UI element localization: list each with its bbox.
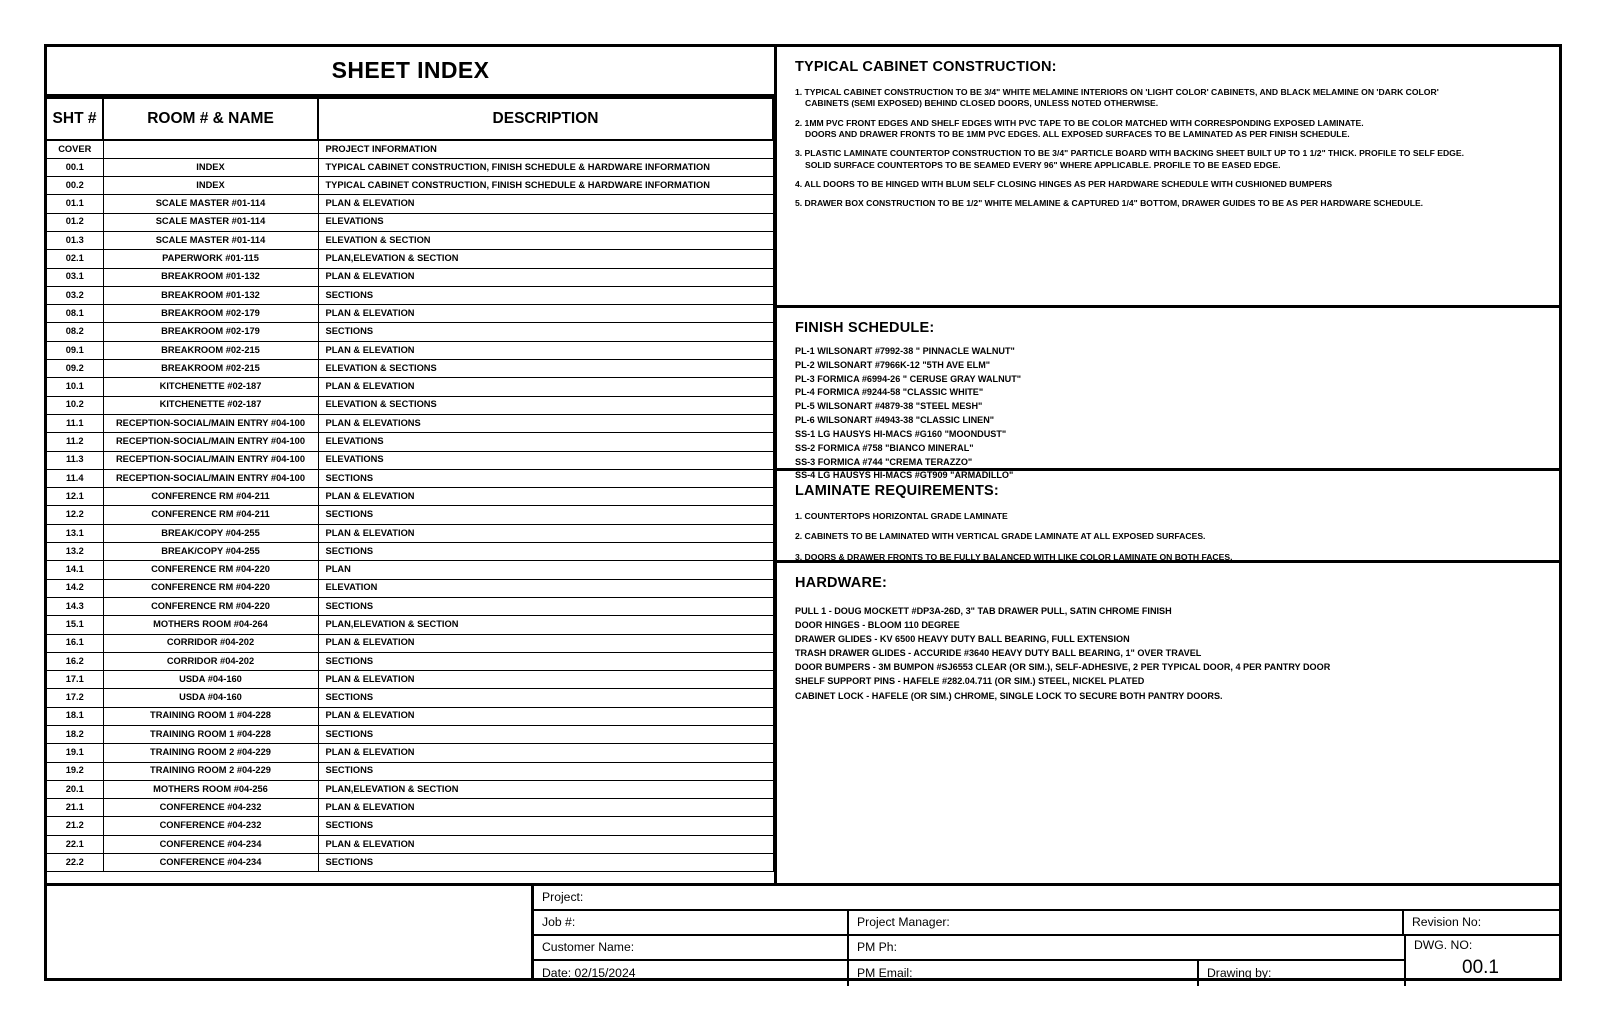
job-number-field[interactable]: Job #:: [534, 911, 849, 934]
hardware-heading: HARDWARE:: [795, 575, 888, 591]
cell-description: PLAN,ELEVATION & SECTION: [318, 780, 773, 798]
cell-sht-number: 13.1: [47, 524, 103, 542]
table-row[interactable]: [47, 726, 773, 744]
cell-room-name: BREAKROOM #02-215: [103, 360, 318, 378]
cell-sht-number: 21.1: [47, 799, 103, 817]
cell-sht-number: 00.2: [47, 177, 103, 195]
sheet-index-body: [47, 140, 773, 872]
cell-room-name: SCALE MASTER #01-114: [103, 195, 318, 213]
cell-description: PLAN & ELEVATION: [318, 195, 773, 213]
typical-cabinet-construction-panel: [777, 47, 1559, 308]
note-line-continuation: CABINETS (SEMI EXPOSED) BEHIND CLOSED DOORS, UNLESS NOTED OTHERWISE.: [805, 98, 1159, 109]
cell-sht-number: 11.3: [47, 451, 103, 469]
cell-room-name: USDA #04-160: [103, 689, 318, 707]
cell-description: PLAN & ELEVATION: [318, 707, 773, 725]
cell-room-name: CONFERENCE #04-232: [103, 817, 318, 835]
hardware-item: DOOR HINGES - BLOOM 110 DEGREE: [795, 620, 960, 631]
table-row[interactable]: [47, 543, 773, 561]
sheet-index-title: SHEET INDEX: [47, 47, 774, 97]
cell-room-name: KITCHENETTE #02-187: [103, 378, 318, 396]
cell-sht-number: COVER: [47, 140, 103, 158]
cell-description: TYPICAL CABINET CONSTRUCTION, FINISH SCHEDULE & HARDWARE INFORMATION: [318, 158, 773, 176]
table-row[interactable]: [47, 433, 773, 451]
pm-email-field[interactable]: PM Email:: [849, 961, 1199, 986]
finish-schedule-item: SS-4 LG HAUSYS HI-MACS #GT909 "ARMADILLO": [795, 470, 1014, 481]
title-block-fields: [534, 883, 1559, 981]
cabinet-construction-heading: TYPICAL CABINET CONSTRUCTION:: [795, 59, 1057, 75]
cabinet-construction-note: [795, 148, 1541, 171]
table-row[interactable]: [47, 835, 773, 853]
table-row[interactable]: [47, 561, 773, 579]
cell-description: PLAN,ELEVATION & SECTION: [318, 616, 773, 634]
cell-room-name: [103, 140, 318, 158]
cell-room-name: BREAKROOM #02-179: [103, 305, 318, 323]
note-line-continuation: DOORS AND DRAWER FRONTS TO BE 1MM PVC EDGES. ALL EXPOSED SURFACES TO BE LAMINATED AS PER FINISH SCHEDULE.: [805, 129, 1350, 140]
hardware-item: SHELF SUPPORT PINS - HAFELE #282.04.711 (OR SIM.) STEEL, NICKEL PLATED: [795, 676, 1145, 687]
table-row[interactable]: [47, 177, 773, 195]
table-row[interactable]: [47, 634, 773, 652]
cell-sht-number: 17.2: [47, 689, 103, 707]
cell-room-name: TRAINING ROOM 2 #04-229: [103, 744, 318, 762]
laminate-requirements-list: [795, 511, 1541, 563]
finish-schedule-panel: [777, 308, 1559, 481]
hardware-item: CABINET LOCK - HAFELE (OR SIM.) CHROME, SINGLE LOCK TO SECURE BOTH PANTRY DOORS.: [795, 690, 1223, 701]
cell-sht-number: 19.2: [47, 762, 103, 780]
cell-description: ELEVATION & SECTIONS: [318, 396, 773, 414]
cell-description: PLAN & ELEVATION: [318, 634, 773, 652]
cell-sht-number: 10.2: [47, 396, 103, 414]
cell-room-name: MOTHERS ROOM #04-256: [103, 780, 318, 798]
cell-sht-number: 03.2: [47, 286, 103, 304]
laminate-requirements-heading: LAMINATE REQUIREMENTS:: [795, 483, 999, 499]
hardware-item: PULL 1 - DOUG MOCKETT #DP3A-26D, 3" TAB DRAWER PULL, SATIN CHROME FINISH: [795, 606, 1172, 616]
cell-sht-number: 03.1: [47, 268, 103, 286]
cell-room-name: CONFERENCE #04-234: [103, 854, 318, 872]
dwg-no-block: [1404, 936, 1559, 986]
cell-sht-number: 14.2: [47, 579, 103, 597]
laminate-requirement-item: 3. DOORS & DRAWER FRONTS TO BE FULLY BALANCED WITH LIKE COLOR LAMINATE ON BOTH FACES.: [795, 551, 1233, 562]
cell-room-name: RECEPTION-SOCIAL/MAIN ENTRY #04-100: [103, 469, 318, 487]
table-row[interactable]: [47, 360, 773, 378]
table-row[interactable]: [47, 689, 773, 707]
cell-room-name: RECEPTION-SOCIAL/MAIN ENTRY #04-100: [103, 414, 318, 432]
table-row[interactable]: [47, 469, 773, 487]
cell-description: PROJECT INFORMATION: [318, 140, 773, 158]
title-block-row-customer: [534, 936, 1404, 961]
cell-description: PLAN,ELEVATION & SECTION: [318, 250, 773, 268]
table-row[interactable]: [47, 799, 773, 817]
cell-room-name: BREAKROOM #01-132: [103, 268, 318, 286]
cell-description: PLAN & ELEVATION: [318, 305, 773, 323]
cell-sht-number: 22.1: [47, 835, 103, 853]
cell-sht-number: 11.4: [47, 469, 103, 487]
cell-description: SECTIONS: [318, 286, 773, 304]
table-row[interactable]: [47, 744, 773, 762]
cell-sht-number: 18.2: [47, 726, 103, 744]
cell-description: ELEVATIONS: [318, 433, 773, 451]
laminate-requirement-item: 2. CABINETS TO BE LAMINATED WITH VERTICAL GRADE LAMINATE AT ALL EXPOSED SURFACES.: [795, 531, 1206, 542]
table-row[interactable]: [47, 195, 773, 213]
table-row[interactable]: [47, 671, 773, 689]
cell-sht-number: 18.1: [47, 707, 103, 725]
cell-sht-number: 16.1: [47, 634, 103, 652]
cell-room-name: PAPERWORK #01-115: [103, 250, 318, 268]
note-line-primary: 4. ALL DOORS TO BE HINGED WITH BLUM SELF CLOSING HINGES AS PER HARDWARE SCHEDULE WITH CUSHIONED BUMPERS: [795, 179, 1333, 190]
title-block: [47, 883, 1559, 981]
cell-sht-number: 01.3: [47, 231, 103, 249]
cell-sht-number: 13.2: [47, 543, 103, 561]
cell-description: PLAN & ELEVATION: [318, 378, 773, 396]
cell-room-name: TRAINING ROOM 1 #04-228: [103, 726, 318, 744]
dwg-no-label: DWG. NO:: [1414, 938, 1473, 952]
cell-description: ELEVATIONS: [318, 213, 773, 231]
revision-no-field[interactable]: Revision No:: [1412, 915, 1482, 930]
cell-room-name: INDEX: [103, 158, 318, 176]
cell-room-name: CONFERENCE RM #04-211: [103, 488, 318, 506]
sheet-index-panel: [47, 47, 777, 883]
cell-description: PLAN & ELEVATION: [318, 799, 773, 817]
table-row[interactable]: [47, 524, 773, 542]
cell-sht-number: 11.1: [47, 414, 103, 432]
cell-description: PLAN & ELEVATION: [318, 524, 773, 542]
cabinet-construction-note: [795, 179, 1541, 190]
cell-room-name: BREAK/COPY #04-255: [103, 543, 318, 561]
note-line-continuation: SOLID SURFACE COUNTERTOPS TO BE SEAMED EVERY 96" WHERE APPLICABLE. PROFILE TO BE EASED EDGE.: [805, 159, 1281, 170]
column-header-room: ROOM # & NAME: [103, 98, 318, 140]
cell-sht-number: 00.1: [47, 158, 103, 176]
finish-schedule-item: SS-3 FORMICA #744 "CREMA TERAZZO": [795, 456, 973, 467]
cell-sht-number: 17.1: [47, 671, 103, 689]
finish-schedule-item: PL-5 WILSONART #4879-38 "STEEL MESH": [795, 401, 983, 412]
finish-schedule-item: PL-4 FORMICA #9244-58 "CLASSIC WHITE": [795, 387, 984, 398]
table-row[interactable]: [47, 286, 773, 304]
cell-sht-number: 11.2: [47, 433, 103, 451]
title-block-row-date: [534, 961, 1404, 986]
finish-schedule-list: [795, 345, 1541, 483]
cell-room-name: CONFERENCE RM #04-220: [103, 561, 318, 579]
table-row[interactable]: [47, 414, 773, 432]
cell-description: PLAN & ELEVATION: [318, 744, 773, 762]
cell-description: PLAN & ELEVATION: [318, 268, 773, 286]
cell-room-name: CONFERENCE #04-232: [103, 799, 318, 817]
finish-schedule-item: PL-6 WILSONART #4943-38 "CLASSIC LINEN": [795, 415, 995, 426]
cell-room-name: SCALE MASTER #01-114: [103, 213, 318, 231]
title-block-row-project: [534, 886, 1559, 911]
project-field[interactable]: Project:: [542, 890, 584, 905]
note-line-primary: 1. TYPICAL CABINET CONSTRUCTION TO BE 3/4" WHITE MELAMINE INTERIORS ON 'LIGHT COLOR' CABINETS, AND BLACK MELAMINE ON 'DARK COLOR': [795, 87, 1439, 97]
cell-room-name: INDEX: [103, 177, 318, 195]
cell-room-name: RECEPTION-SOCIAL/MAIN ENTRY #04-100: [103, 451, 318, 469]
finish-schedule-item: SS-1 LG HAUSYS HI-MACS #G160 "MOONDUST": [795, 428, 1007, 439]
date-field[interactable]: Date: 02/15/2024: [534, 961, 849, 986]
cell-room-name: BREAKROOM #01-132: [103, 286, 318, 304]
cabinet-construction-note: [795, 198, 1541, 209]
cell-room-name: MOTHERS ROOM #04-264: [103, 616, 318, 634]
cell-description: ELEVATION: [318, 579, 773, 597]
table-row[interactable]: [47, 597, 773, 615]
title-block-row-job: [534, 911, 1559, 936]
cell-sht-number: 08.2: [47, 323, 103, 341]
column-header-sht: SHT #: [47, 98, 103, 140]
cell-room-name: SCALE MASTER #01-114: [103, 231, 318, 249]
hardware-item: TRASH DRAWER GLIDES - ACCURIDE #3640 HEAVY DUTY BALL BEARING, 1" OVER TRAVEL: [795, 648, 1202, 659]
cell-description: SECTIONS: [318, 652, 773, 670]
finish-schedule-item: PL-1 WILSONART #7992-38 " PINNACLE WALNUT": [795, 346, 1015, 356]
table-row[interactable]: [47, 396, 773, 414]
table-row[interactable]: [47, 213, 773, 231]
table-row[interactable]: [47, 488, 773, 506]
title-block-lower-left: [534, 936, 1404, 986]
table-row[interactable]: [47, 817, 773, 835]
table-header-row: [47, 98, 773, 140]
table-row[interactable]: [47, 762, 773, 780]
hardware-panel: [777, 563, 1559, 883]
table-row[interactable]: [47, 250, 773, 268]
cell-description: PLAN: [318, 561, 773, 579]
notes-panel: [777, 47, 1559, 883]
table-row[interactable]: [47, 140, 773, 158]
note-line-primary: 2. 1MM PVC FRONT EDGES AND SHELF EDGES WITH PVC TAPE TO BE COLOR MATCHED WITH CORRESPONDING EXPOSED LAMINATE.: [795, 117, 1364, 128]
table-row[interactable]: [47, 305, 773, 323]
cell-description: SECTIONS: [318, 854, 773, 872]
cell-sht-number: 16.2: [47, 652, 103, 670]
title-block-lower-stack: [534, 936, 1559, 986]
sheet-index-table: [47, 97, 774, 872]
cell-description: SECTIONS: [318, 469, 773, 487]
table-row[interactable]: [47, 506, 773, 524]
cell-room-name: TRAINING ROOM 1 #04-228: [103, 707, 318, 725]
finish-schedule-item: PL-3 FORMICA #6994-26 " CERUSE GRAY WALNUT": [795, 373, 1022, 384]
cell-description: PLAN & ELEVATION: [318, 835, 773, 853]
cell-description: ELEVATIONS: [318, 451, 773, 469]
table-row[interactable]: [47, 616, 773, 634]
cell-sht-number: 20.1: [47, 780, 103, 798]
cell-room-name: BREAK/COPY #04-255: [103, 524, 318, 542]
cell-room-name: BREAKROOM #02-215: [103, 341, 318, 359]
cell-sht-number: 10.1: [47, 378, 103, 396]
cell-sht-number: 08.1: [47, 305, 103, 323]
note-line-primary: 3. PLASTIC LAMINATE COUNTERTOP CONSTRUCTION TO BE 3/4" PARTICLE BOARD WITH BACKING SHEET BUILT UP TO 1 1/2" THICK. PROFILE TO SELF EDGE.: [795, 148, 1464, 159]
cell-description: PLAN & ELEVATION: [318, 671, 773, 689]
cell-description: SECTIONS: [318, 817, 773, 835]
cell-description: SECTIONS: [318, 689, 773, 707]
table-row[interactable]: [47, 451, 773, 469]
dwg-no-value: 00.1: [1462, 957, 1499, 979]
cell-description: SECTIONS: [318, 543, 773, 561]
cell-description: SECTIONS: [318, 323, 773, 341]
cell-sht-number: 22.2: [47, 854, 103, 872]
cell-sht-number: 02.1: [47, 250, 103, 268]
table-row[interactable]: [47, 780, 773, 798]
cell-sht-number: 09.2: [47, 360, 103, 378]
cabinet-construction-notes: [795, 87, 1541, 210]
cell-room-name: KITCHENETTE #02-187: [103, 396, 318, 414]
hardware-item: DRAWER GLIDES - KV 6500 HEAVY DUTY BALL BEARING, FULL EXTENSION: [795, 634, 1130, 645]
cell-sht-number: 19.1: [47, 744, 103, 762]
pm-phone-field[interactable]: PM Ph:: [857, 940, 897, 955]
table-row[interactable]: [47, 341, 773, 359]
cell-sht-number: 12.1: [47, 488, 103, 506]
cell-sht-number: 09.1: [47, 341, 103, 359]
cell-room-name: CORRIDOR #04-202: [103, 652, 318, 670]
cell-room-name: CONFERENCE RM #04-211: [103, 506, 318, 524]
project-manager-field[interactable]: Project Manager:: [849, 911, 1404, 934]
cell-description: PLAN & ELEVATIONS: [318, 414, 773, 432]
cell-sht-number: 01.2: [47, 213, 103, 231]
table-row[interactable]: [47, 231, 773, 249]
table-row[interactable]: [47, 158, 773, 176]
note-line-primary: 5. DRAWER BOX CONSTRUCTION TO BE 1/2" WHITE MELAMINE & CAPTURED 1/4" BOTTOM, DRAWER GUIDES TO BE AS PER HARDWARE SCHEDULE.: [795, 198, 1424, 209]
hardware-item: DOOR BUMPERS - 3M BUMPON #SJ6553 CLEAR (OR SIM.), SELF-ADHESIVE, 2 PER TYPICAL DOOR, 4 PER PANTRY DOOR: [795, 662, 1331, 673]
table-row[interactable]: [47, 378, 773, 396]
cabinet-construction-note: [795, 118, 1541, 141]
table-row[interactable]: [47, 268, 773, 286]
cell-sht-number: 21.2: [47, 817, 103, 835]
hardware-list: [795, 604, 1541, 703]
cabinet-construction-note: [795, 87, 1541, 110]
cell-description: SECTIONS: [318, 597, 773, 615]
cell-room-name: CONFERENCE RM #04-220: [103, 597, 318, 615]
cell-room-name: CONFERENCE RM #04-220: [103, 579, 318, 597]
table-row[interactable]: [47, 854, 773, 872]
cell-description: TYPICAL CABINET CONSTRUCTION, FINISH SCHEDULE & HARDWARE INFORMATION: [318, 177, 773, 195]
cell-sht-number: 14.1: [47, 561, 103, 579]
table-row[interactable]: [47, 707, 773, 725]
table-row[interactable]: [47, 652, 773, 670]
cell-description: SECTIONS: [318, 726, 773, 744]
laminate-requirements-panel: [777, 471, 1559, 563]
cell-room-name: USDA #04-160: [103, 671, 318, 689]
table-row[interactable]: [47, 579, 773, 597]
cell-description: SECTIONS: [318, 506, 773, 524]
cell-description: SECTIONS: [318, 762, 773, 780]
cell-description: ELEVATION & SECTIONS: [318, 360, 773, 378]
cell-room-name: CONFERENCE #04-234: [103, 835, 318, 853]
drawing-frame: [44, 44, 1562, 981]
cell-sht-number: 15.1: [47, 616, 103, 634]
cell-sht-number: 01.1: [47, 195, 103, 213]
table-row[interactable]: [47, 323, 773, 341]
drawing-by-field[interactable]: Drawing by:: [1207, 966, 1272, 981]
cell-room-name: CORRIDOR #04-202: [103, 634, 318, 652]
cell-room-name: TRAINING ROOM 2 #04-229: [103, 762, 318, 780]
column-header-description: DESCRIPTION: [318, 98, 773, 140]
customer-name-field[interactable]: Customer Name:: [534, 936, 849, 959]
cell-sht-number: 14.3: [47, 597, 103, 615]
cell-room-name: BREAKROOM #02-179: [103, 323, 318, 341]
finish-schedule-item: SS-2 FORMICA #758 "BIANCO MINERAL": [795, 442, 974, 453]
cell-description: PLAN & ELEVATION: [318, 341, 773, 359]
cell-description: PLAN & ELEVATION: [318, 488, 773, 506]
cell-sht-number: 12.2: [47, 506, 103, 524]
title-block-blank-area: [47, 883, 534, 978]
cell-description: ELEVATION & SECTION: [318, 231, 773, 249]
cell-room-name: RECEPTION-SOCIAL/MAIN ENTRY #04-100: [103, 433, 318, 451]
finish-schedule-heading: FINISH SCHEDULE:: [795, 320, 935, 336]
laminate-requirement-item: 1. COUNTERTOPS HORIZONTAL GRADE LAMINATE: [795, 511, 1008, 521]
finish-schedule-item: PL-2 WILSONART #7966K-12 "5TH AVE ELM": [795, 359, 991, 370]
